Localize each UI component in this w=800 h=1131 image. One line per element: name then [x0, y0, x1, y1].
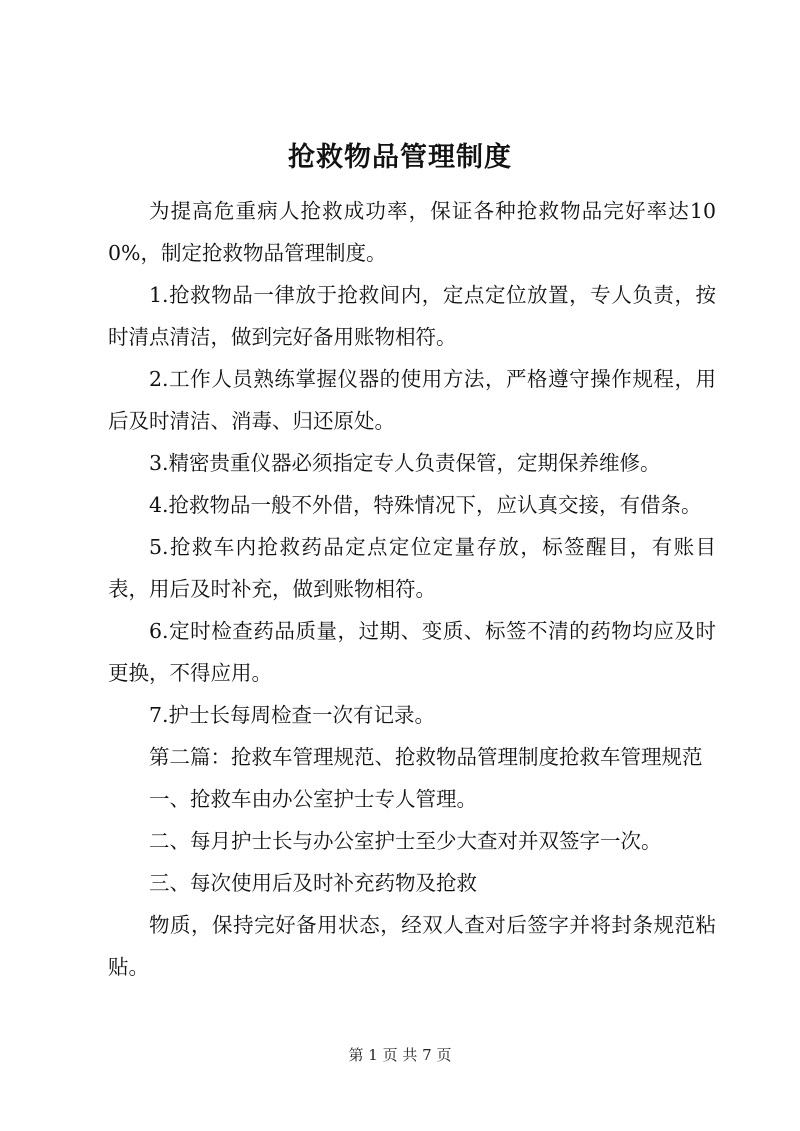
- document-title: 抢救物品管理制度: [288, 142, 512, 173]
- paragraph-rule-2: 二、每月护士长与办公室护士至少大查对并双签字一次。: [149, 829, 662, 853]
- paragraph-item-2: 2.工作人员熟练掌握仪器的使用方法，严格遵守操作规程，用后及时清洁、消毒、归还原处。: [108, 367, 716, 433]
- paragraph-rule-3-continued: 物质，保持完好备用状态，经双人查对后签字并将封条规范粘贴。: [108, 913, 716, 979]
- paragraph-intro: 为提高危重病人抢救成功率，保证各种抢救物品完好率达100%，制定抢救物品管理制度。: [108, 199, 716, 265]
- paragraph-item-5: 5.抢救车内抢救药品定点定位定量存放，标签醒目，有账目表，用后及时补充，做到账物相符。: [108, 535, 716, 601]
- page-number-footer: 第 1 页 共 7 页: [348, 1046, 452, 1064]
- paragraph-item-4: 4.抢救物品一般不外借，特殊情况下，应认真交接，有借条。: [149, 493, 702, 517]
- paragraph-item-3: 3.精密贵重仪器必须指定专人负责保管，定期保养维修。: [149, 451, 661, 475]
- paragraph-rule-1: 一、抢救车由办公室护士专人管理。: [149, 787, 477, 811]
- paragraph-rule-3: 三、每次使用后及时补充药物及抢救: [149, 871, 477, 895]
- paragraph-item-1: 1.抢救物品一律放于抢救间内，定点定位放置，专人负责，按时清点清洁，做到完好备用账物相符。: [108, 283, 716, 349]
- section-heading-part-two: 第二篇：抢救车管理规范、抢救物品管理制度抢救车管理规范: [149, 745, 703, 769]
- paragraph-item-7: 7.护士长每周检查一次有记录。: [149, 703, 436, 727]
- document-body: [108, 190, 716, 988]
- paragraph-item-6: 6.定时检查药品质量，过期、变质、标签不清的药物均应及时更换，不得应用。: [108, 619, 716, 685]
